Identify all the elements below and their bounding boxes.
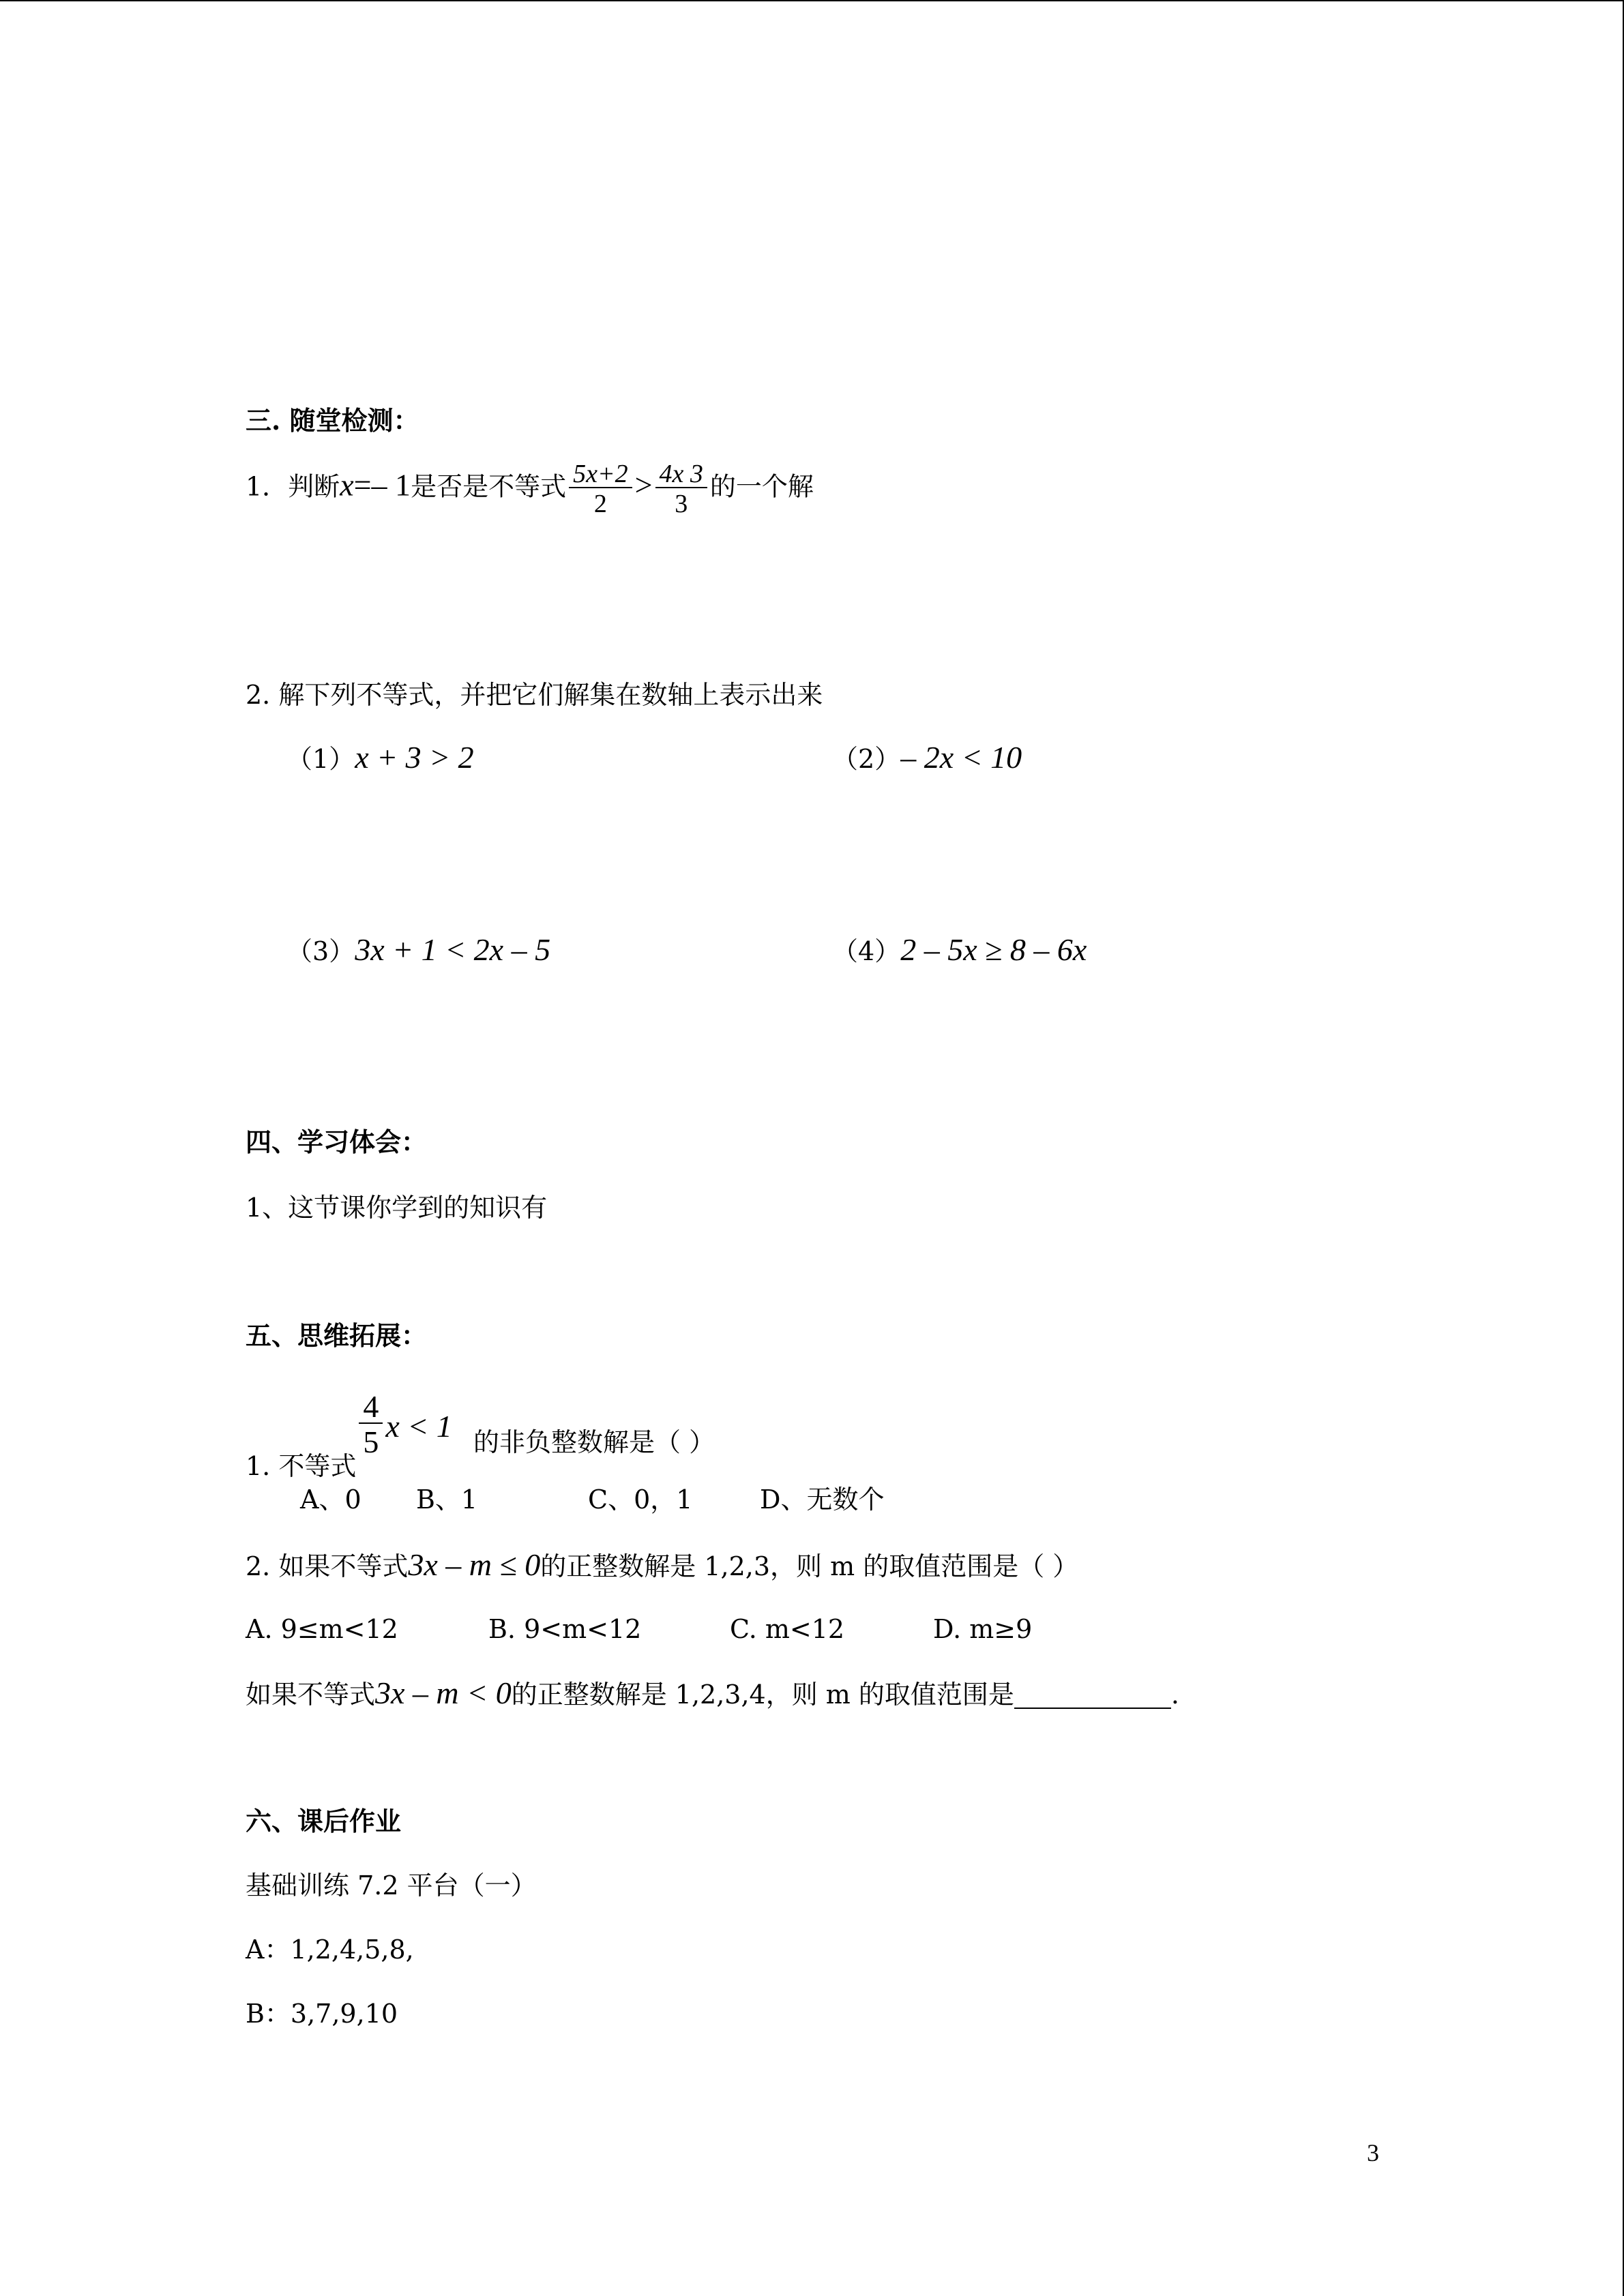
page-number: 3 — [1367, 2139, 1379, 2166]
section3-heading: 三. 随堂检测： — [246, 405, 419, 436]
answer-blank[interactable] — [1014, 1684, 1171, 1709]
q2-option-a: A. 9≤m<12 — [246, 1614, 398, 1644]
q1-mid: 是否是不等式 — [411, 471, 567, 502]
q1-prefix-text: 1. 不等式 — [246, 1450, 357, 1481]
inequality-item-4: （4）2 – 5x ≥ 8 – 6x — [832, 932, 1087, 967]
q1-gt: > — [634, 467, 653, 503]
homework-line-1: 基础训练 7.2 平台（一） — [246, 1870, 537, 1900]
section5-heading: 五、思维拓展： — [246, 1320, 428, 1351]
section5-question-1-suffix: 的非负整数解是（ ） — [473, 1427, 715, 1457]
q1-option-d: D、无数个 — [760, 1485, 885, 1515]
fraction-1: $\frac{5x+2}{2}$ — [569, 461, 632, 517]
q1-eq: =– 1 — [353, 467, 411, 503]
q2-option-d: D. m≥9 — [933, 1614, 1033, 1644]
section4-heading: 四、学习体会： — [246, 1127, 428, 1157]
q1-var: x — [340, 467, 354, 503]
section6-heading: 六、课后作业 — [246, 1806, 402, 1836]
section4-question-1: 1、这节课你学到的知识有 — [246, 1193, 548, 1223]
section3-question-1 — [246, 461, 814, 517]
section5-question-2: 2. 如果不等式3x – m ≤ 0的正整数解是 1,2,3，则 m 的取值范围是（ ） — [246, 1547, 1079, 1582]
fraction-2: $\frac{4x 3}{3}$ — [655, 461, 707, 517]
inequality-item-1: （1）x + 3 > 2 — [286, 740, 474, 775]
inequality-item-3: （3）3x + 1 < 2x – 5 — [286, 932, 551, 967]
q1-inequality: x < 1 — [385, 1408, 452, 1444]
q3-inequality: 3x – m < 0 — [375, 1675, 512, 1710]
inequality-item-2: （2）– 2x < 10 — [832, 740, 1022, 775]
homework-line-2: A：1,2,4,5,8, — [246, 1935, 414, 1965]
q1-option-a: A、0 — [300, 1485, 361, 1515]
q1-option-c: C、0，1 — [588, 1485, 693, 1515]
fraction-four-fifths: $\frac{4}{5}$ — [359, 1391, 383, 1458]
homework-line-3: B：3,7,9,10 — [246, 1999, 398, 2029]
section5-question-3: 如果不等式3x – m < 0的正整数解是 1,2,3,4，则 m 的取值范围是 . — [246, 1675, 1180, 1710]
section3-question-2: 2. 解下列不等式，并把它们解集在数轴上表示出来 — [246, 680, 823, 710]
q2-option-b: B. 9<m<12 — [488, 1614, 642, 1644]
q2-inequality: 3x – m ≤ 0 — [408, 1547, 541, 1582]
section5-question-1 — [246, 1372, 452, 1481]
q1-option-b: B、1 — [416, 1485, 478, 1515]
q1-prefix: 1．判断 — [246, 471, 340, 502]
q1-suffix: 的一个解 — [709, 471, 814, 502]
q2-option-c: C. m<12 — [730, 1614, 845, 1644]
top-border — [0, 0, 1624, 1]
